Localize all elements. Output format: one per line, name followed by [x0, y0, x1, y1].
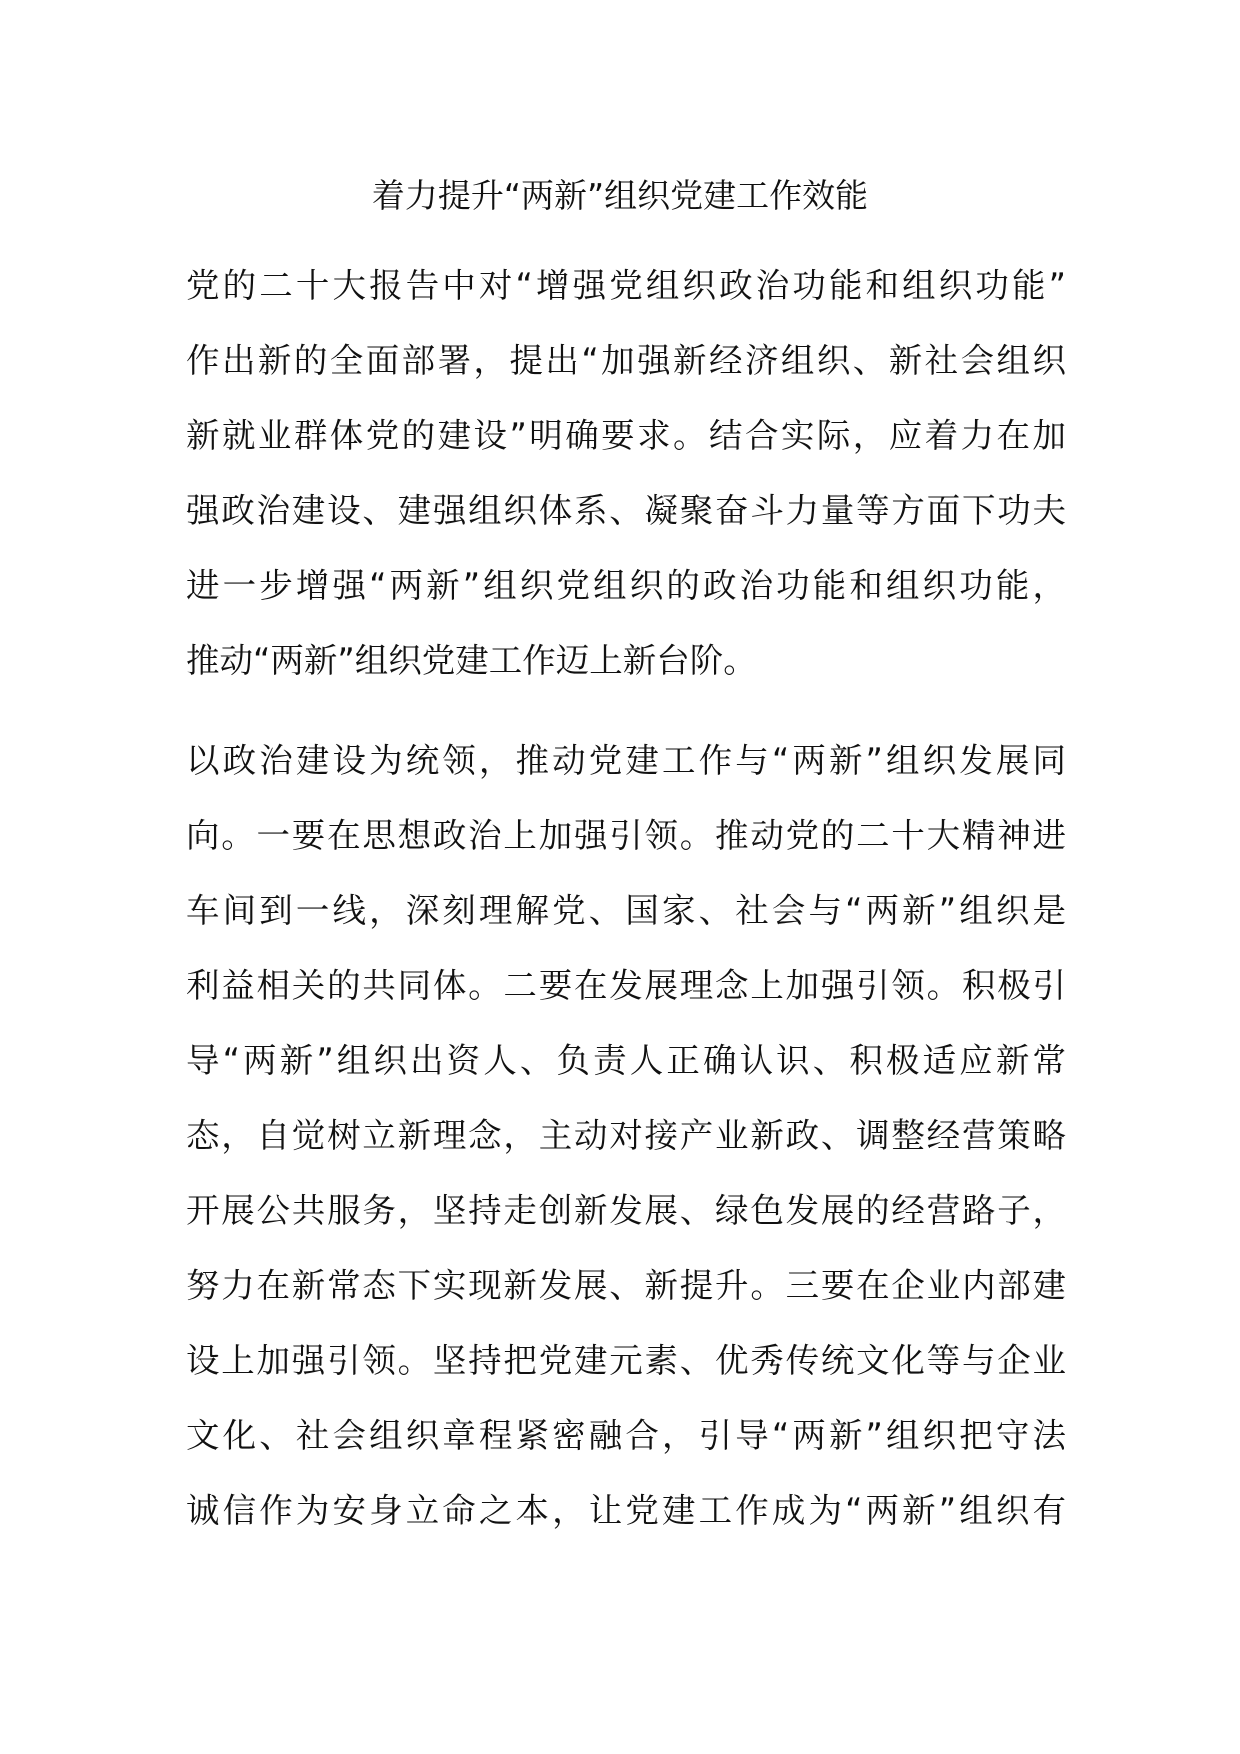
- paragraph-line: 态，自觉树立新理念，主动对接产业新政、调整经营策略: [186, 1116, 1066, 1155]
- paragraph-line: 强政治建设、建强组织体系、凝聚奋斗力量等方面下功夫: [186, 491, 1066, 530]
- document-title: 着力提升“两新”组织党建工作效能: [371, 176, 869, 215]
- paragraph-line: 作出新的全面部署，提出“加强新经济组织、新社会组织: [186, 341, 1066, 380]
- paragraph-line: 以政治建设为统领，推动党建工作与“两新”组织发展同: [186, 741, 1066, 780]
- paragraph-line: 党的二十大报告中对“增强党组织政治功能和组织功能”: [186, 266, 1066, 305]
- paragraph-line: 努力在新常态下实现新发展、新提升。三要在企业内部建: [186, 1266, 1066, 1305]
- paragraph-2: [186, 723, 1066, 1548]
- paragraph-line: 推动“两新”组织党建工作迈上新台阶。: [186, 641, 757, 680]
- paragraph-line: 设上加强引领。坚持把党建元素、优秀传统文化等与企业: [186, 1341, 1066, 1380]
- paragraph-1: [186, 248, 1066, 698]
- paragraph-line: 车间到一线，深刻理解党、国家、社会与“两新”组织是: [186, 891, 1066, 930]
- paragraph-line: 开展公共服务，坚持走创新发展、绿色发展的经营路子，: [186, 1191, 1066, 1230]
- paragraph-line: 新就业群体党的建设”明确要求。结合实际，应着力在加: [186, 416, 1066, 455]
- paragraph-line: 文化、社会组织章程紧密融合，引导“两新”组织把守法: [186, 1416, 1066, 1455]
- paragraph-line: 向。一要在思想政治上加强引领。推动党的二十大精神进: [186, 816, 1066, 855]
- paragraph-line: 诚信作为安身立命之本，让党建工作成为“两新”组织有: [186, 1491, 1066, 1530]
- paragraph-line: 利益相关的共同体。二要在发展理念上加强引领。积极引: [186, 966, 1066, 1005]
- paragraph-line: 导“两新”组织出资人、负责人正确认识、积极适应新常: [186, 1041, 1066, 1080]
- paragraph-line: 进一步增强“两新”组织党组织的政治功能和组织功能，: [186, 566, 1066, 605]
